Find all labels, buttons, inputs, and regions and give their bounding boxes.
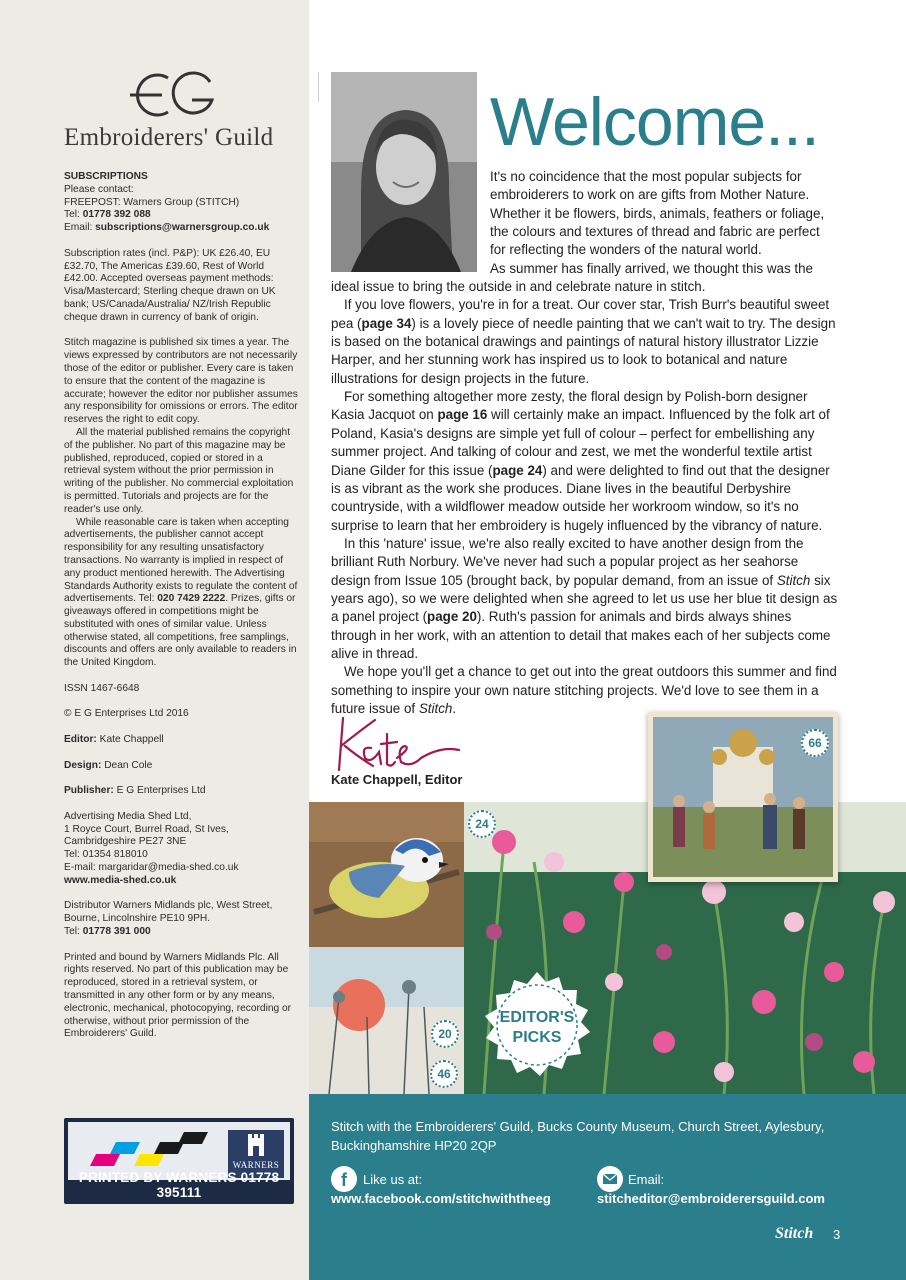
copyright-line: © E G Enterprises Ltd 2016 (64, 708, 189, 720)
distributor-line: Distributor Warners Midlands plc, West Street, (64, 900, 273, 912)
embroiderers-guild-logo (62, 70, 282, 160)
editors-picks-line1: EDITOR'S (499, 1009, 575, 1026)
warners-logo-text: WARNERS (232, 1160, 280, 1170)
page-number: 3 (833, 1227, 841, 1242)
facebook-label: Like us at: (363, 1172, 423, 1187)
page-badge-20[interactable]: 20 (431, 1020, 459, 1048)
advertising-line: 1 Royce Court, Burrel Road, St Ives, (64, 823, 229, 835)
advertising-line: E-mail: margaridar@media-shed.co.uk (64, 862, 239, 874)
editors-picks-badge (482, 970, 592, 1080)
paragraph: It's no coincidence that the most popular subjects for embroiderers to work on are gifts from Mother Nature. Whether it be flowers, birds, animals, feathers or foliage, the colours and textures of thread and fabric are perfect for reflecting the wonders of the natural world. (490, 169, 825, 258)
contact-line: Please contact: (64, 183, 134, 195)
printed-notice: Printed and bound by Warners Midlands Plc. All rights reserved. No part of this publication may be reproduced, stored in a retrieval system, or transmitted in any other form or by any means, electronic, mechanical, photocopying, recording or otherwise, without prior permission of the Embroiderers' Guild. (64, 951, 292, 1040)
printer-caption: PRINTED BY WARNERS 01778 395111 (78, 1170, 280, 1200)
magazine-brand: Stitch (775, 1225, 814, 1242)
publisher-credit: Publisher: E G Enterprises Ltd (64, 785, 206, 797)
envelope-icon (597, 1166, 623, 1192)
copyright-notice: All the material published remains the copyright of the publisher. No part of this magazine may be published, reproduced, copied or stored in a retrieval system without the prior permission in writing of the publisher. No commercial exploitation is permitted. Tutorials and projects are for the reader's use only. (64, 426, 294, 515)
editorial-body (331, 168, 839, 718)
subscriptions-heading: SUBSCRIPTIONS (64, 171, 148, 182)
subscription-rates: Subscription rates (incl. P&P): UK £26.40, EU £32.70, The Americas £39.60, Rest of World £42.00. Accepted overseas payment methods: Visa/Mastercard; Sterling cheque drawn on UK bank; US/Canada/Australia/ NZ/Irish Republic cheque drawn in currency of bank of origin. (64, 247, 276, 323)
subscription-email-link[interactable]: subscriptions@warnersgroup.co.uk (95, 222, 270, 234)
paragraph: We hope you'll get a chance to get out into the great outdoors this summer and find something to inspire your own nature stitching projects. We'd love to see them in a future issue of Stitch. (331, 664, 837, 716)
eg-monogram-icon (122, 70, 216, 120)
sidebar-imprint (64, 171, 298, 1054)
page-reference: page 34 (361, 315, 412, 331)
footer-address: Stitch with the Embroiderers' Guild, Bucks County Museum, Church Street, Aylesbury, Buckinghamshire HP20 2QP (331, 1119, 825, 1153)
advertising-web-link[interactable]: www.media-shed.co.uk (64, 874, 177, 886)
distributor-tel: Tel: 01778 391 000 (64, 926, 151, 938)
facebook-icon[interactable]: f (331, 1166, 357, 1192)
editor-credit: Editor: Kate Chappell (64, 734, 164, 746)
blue-tit-embroidery-image[interactable] (309, 802, 464, 947)
blue-tit-illustration (309, 802, 464, 947)
paragraph: As summer has finally arrived, we thought this was the ideal issue to bring the outside in and celebrate nature in stitch. (331, 260, 814, 295)
editor-signature (331, 712, 471, 772)
issn: ISSN 1467-6648 (64, 682, 140, 694)
distributor-line: Bourne, Lincolnshire PE10 9PH. (64, 913, 211, 925)
email-icon[interactable] (597, 1166, 623, 1192)
advertising-line: Tel: 01354 818010 (64, 849, 148, 861)
advertising-notice: While reasonable care is taken when accepting advertisements, the publisher cannot accept responsibility for any resulting unsatisfactory transactions. No warranty is implied in respect of any product mentioned herewith. The Advertising Standards Authority exists to regulate the content of advertisements. Tel: 020 7429 2222. Prizes, gifts or giveaways offered in competitions might be substituted with ones of similar value. Unless otherwise stated, all competitions, free samplings, discounts and offers are only available to readers in the United Kingdom. (64, 516, 298, 669)
page-badge-46[interactable]: 46 (430, 1060, 458, 1088)
page-reference: page 24 (492, 462, 543, 478)
logo-text: Embroiderers' Guild (64, 124, 274, 151)
design-credit: Design: Dean Cole (64, 759, 153, 771)
subscription-tel: Tel: 01778 392 088 (64, 209, 151, 221)
castle-icon (228, 1130, 284, 1160)
page-title: Welcome... (490, 84, 819, 160)
page-reference: page 16 (437, 407, 488, 423)
sidebar (0, 0, 309, 1280)
editors-picks-line2: PICKS (512, 1029, 562, 1046)
printer-badge (64, 1118, 294, 1204)
advertising-web (64, 875, 298, 888)
portrait-float-spacer (331, 168, 490, 278)
email-link[interactable]: stitcheditor@embroiderersguild.com (597, 1191, 825, 1206)
contact-line: FREEPOST: Warners Group (STITCH) (64, 196, 240, 208)
facebook-link[interactable]: www.facebook.com/stitchwiththeeg (331, 1191, 551, 1206)
paragraph: If you love flowers, you're in for a treat. Our cover star, Trish Burr's beautiful sweet pea (page 34) is a lovely piece of needle painting that we can't wait to try. The design is based on the botanical drawings and paintings of natural history illustrator Lizzie Harper, and her stunning work has inspired us to look to botanical and nature illustrations for design projects in the future. (331, 297, 836, 386)
signature-name: Kate Chappell, Editor (331, 772, 463, 787)
page-badge-24[interactable]: 24 (468, 810, 496, 838)
paragraph: For something altogether more zesty, the floral design by Polish-born designer Kasia Jacquot on page 16 will certainly make an impact. Influenced by the folk art of Poland, Kasia's designs are simple yet full of colour – perfect for embellishing any summer project. And talking of colour and zest, we met the wonderful textile artist Diane Gilder for this issue (page 24) and were delighted to find out that the designer is as vibrant as the work she produces. Diane lives in the beautiful Derbyshire countryside, with a wildflower meadow outside her workroom window, so it's no surprise to learn that her embroidery is hugely influenced by the vibrancy of nature. (331, 389, 830, 533)
email-label: Email: (628, 1172, 665, 1187)
advertising-line: Cambridgeshire PE27 3NE (64, 836, 187, 848)
paragraph: In this 'nature' issue, we're also really excited to have another design from the brilliant Ruth Norbury. We've never had such a popular project as her seahorse design from Issue 105 (brought back, by popular demand, from an issue of Stitch six years ago), so we were delighted when she agreed to let us use her blue tit design as a panel project (page 20). Ruth's passion for animals and birds always shines through in her work, with an attention to detail that makes each of her subjects come alive in thread. (331, 535, 838, 661)
advertising-line: Advertising Media Shed Ltd, (64, 810, 192, 822)
contact-footer (309, 1094, 906, 1280)
page-reference: page 20 (427, 609, 477, 625)
subscription-email: Email: subscriptions@warnersgroup.co.uk (64, 222, 270, 234)
framed-church-scene-image[interactable] (648, 712, 838, 882)
column-rule (318, 72, 319, 102)
published-notice: Stitch magazine is published six times a year. The views expressed by contributors are not necessarily those of the editor or publisher. Every care is taken to ensure that the content of the magazine is accurate; however the editor nor publisher assumes any responsibility for omissions or errors. The editor reserves the right to edit copy. (64, 337, 298, 426)
page-badge-66[interactable]: 66 (801, 729, 829, 757)
